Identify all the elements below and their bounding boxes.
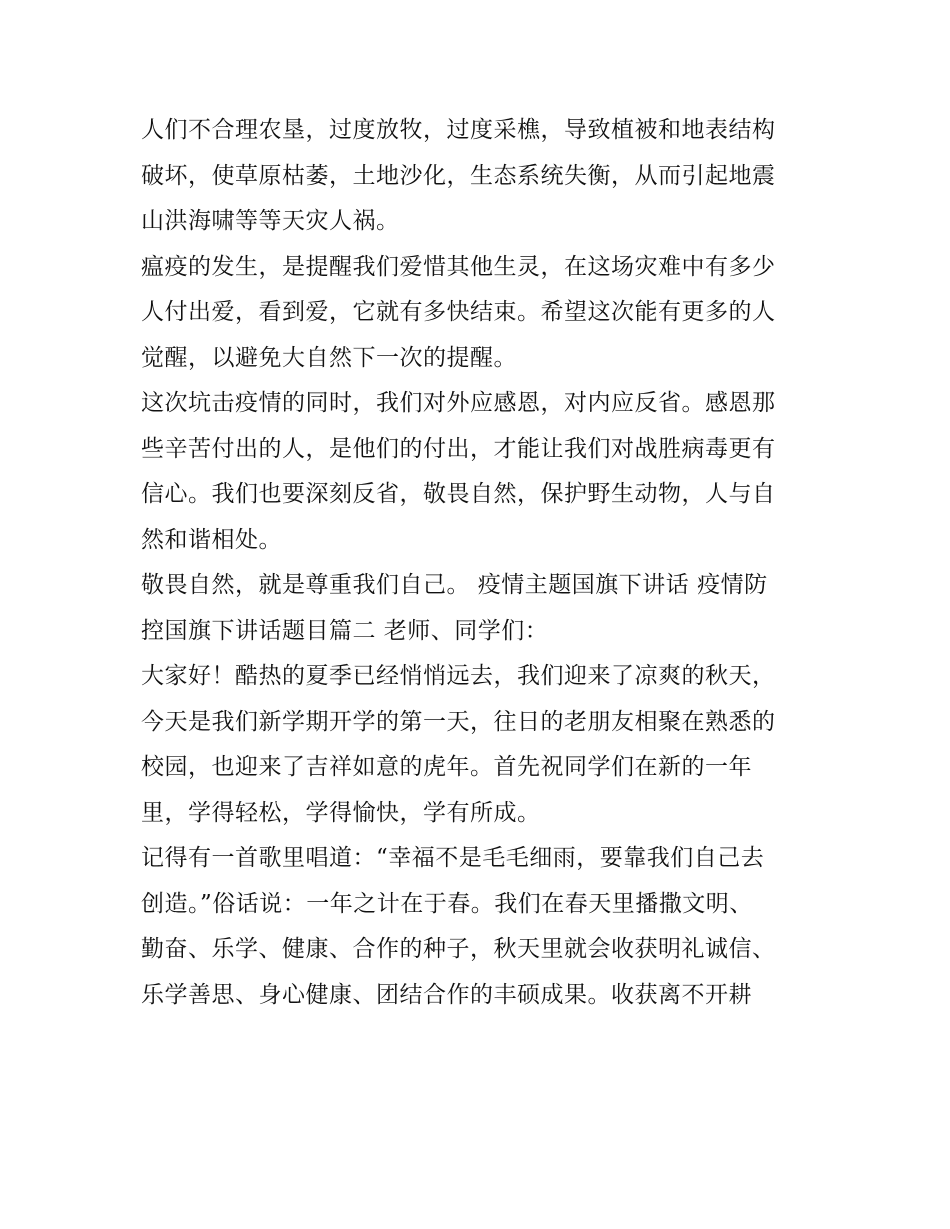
text-line: 然和谐相处。 — [141, 526, 282, 553]
text-line: 里，学得轻松，学得愉快，学有所成。 — [141, 799, 541, 826]
text-line: 破坏，使草原枯萎，土地沙化，生态系统失衡，从而引起地震 — [141, 162, 776, 189]
text-line: 人付出爱，看到爱，它就有多快结束。希望这次能有更多的人 — [141, 299, 776, 325]
text-line: 这次坑击疫情的同时，我们对外应感恩，对内应反省。感恩那 — [141, 390, 776, 416]
text-line: 乐学善思、身心健康、团结合作的丰硕成果。收获离不开耕 — [141, 981, 752, 1008]
text-line: 山洪海啸等等天灾人祸。 — [141, 208, 400, 234]
text-line: 些辛苦付出的人，是他们的付出，才能让我们对战胜病毒更有 — [141, 435, 776, 462]
text-line: 大家好！酷热的夏季已经悄悄远去，我们迎来了凉爽的秋天， — [141, 663, 776, 689]
text-line: 创造。”俗话说：一年之计在于春。我们在春天里播撒文明、 — [141, 890, 753, 917]
text-line: 觉醒，以避免大自然下一次的提醒。 — [141, 344, 517, 371]
text-line: 控国旗下讲话题目篇二 老师、同学们： — [141, 617, 549, 644]
text-line: 今天是我们新学期开学的第一天，往日的老朋友相聚在熟悉的 — [141, 708, 776, 735]
text-line: 瘟疫的发生，是提醒我们爱惜其他生灵，在这场灾难中有多少 — [141, 253, 776, 280]
text-line: 人们不合理农垦，过度放牧，过度采樵，导致植被和地表结构 — [141, 117, 776, 143]
text-line: 信心。我们也要深刻反省，敬畏自然，保护野生动物，人与自 — [141, 481, 776, 507]
text-line: 敬畏自然，就是尊重我们自己。 疫情主题国旗下讲话 疫情防 — [141, 572, 768, 598]
text-line: 记得有一首歌里唱道：“幸福不是毛毛细雨，要靠我们自己去 — [141, 845, 765, 871]
text-line: 校园，也迎来了吉祥如意的虎年。首先祝同学们在新的一年 — [141, 754, 752, 780]
text-line: 勤奋、乐学、健康、合作的种子，秋天里就会收获明礼诚信、 — [141, 936, 776, 962]
body-text — [141, 108, 813, 1018]
